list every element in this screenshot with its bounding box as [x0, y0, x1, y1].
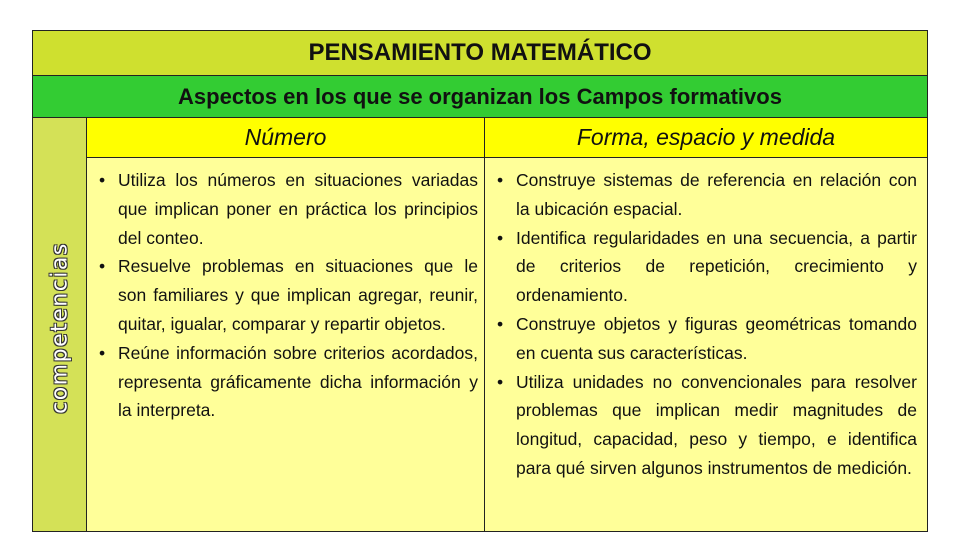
competency-list-numero: [95, 166, 478, 425]
table-subtitle: Aspectos en los que se organizan los Campos formativos: [33, 76, 927, 118]
list-item: • Construye sistemas de referencia en relación con la ubicación espacial.: [493, 166, 917, 224]
table-title: PENSAMIENTO MATEMÁTICO: [33, 31, 927, 76]
side-column: [33, 118, 87, 531]
list-item: • Utiliza los números en situaciones variadas que implican poner en práctica los principios del conteo.: [95, 166, 478, 252]
list-item: • Reúne información sobre criterios acordados, representa gráficamente dicha información y la interpreta.: [95, 339, 478, 425]
column-cell-numero: [87, 158, 485, 531]
side-label: competencias: [47, 242, 73, 414]
competencies-table: [32, 30, 928, 532]
column-header-numero: Número: [87, 118, 485, 158]
competency-list-forma: [493, 166, 917, 483]
list-item: • Utiliza unidades no convencionales para resolver problemas que implican medir magnitudes de longitud, capacidad, peso y tiempo, e identifica para qué sirven algunos instrumentos de medición.: [493, 368, 917, 483]
column-cell-forma: [485, 158, 927, 531]
list-item: • Resuelve problemas en situaciones que le son familiares y que implican agregar, reunir, quitar, igualar, comparar y repartir objetos.: [95, 252, 478, 338]
column-header-forma: Forma, espacio y medida: [485, 118, 927, 158]
list-item: • Identifica regularidades en una secuencia, a partir de criterios de repetición, crecimiento y ordenamiento.: [493, 224, 917, 310]
list-item: • Construye objetos y figuras geométricas tomando en cuenta sus características.: [493, 310, 917, 368]
